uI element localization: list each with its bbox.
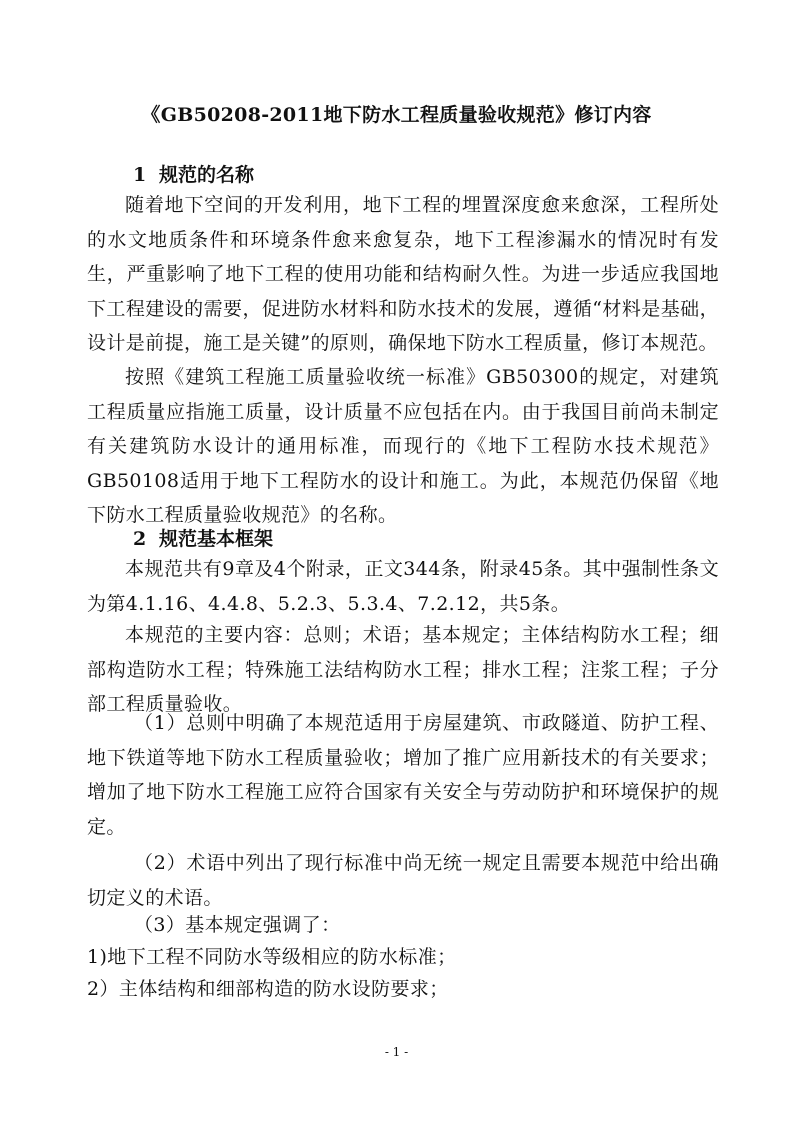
paragraph: （2）术语中列出了现行标准中尚无统一规定且需要本规范中给出确切定义的术语。 xyxy=(87,852,719,909)
document-title: 《GB50208-2011地下防水工程质量验收规范》修订内容 xyxy=(141,104,652,126)
paragraph: （1）总则中明确了本规范适用于房屋建筑、市政隧道、防护工程、地下铁道等地下防水工程质量验收；增加了推广应用新技术的有关要求；增加了地下防水工程施工应符合国家有关安全与劳动防护和环境保护的规定。 xyxy=(87,712,719,838)
section-heading-1 xyxy=(133,160,254,187)
paragraph: 本规范共有9章及4个附录，正文344条，附录45条。其中强制性条文为第4.1.16、4.4.8、5.2.3、5.3.4、7.2.12，共5条。 xyxy=(87,558,719,615)
paragraph: 随着地下空间的开发利用，地下工程的埋置深度愈来愈深，工程所处的水文地质条件和环境条件愈来愈复杂，地下工程渗漏水的情况时有发生，严重影响了地下工程的使用功能和结构耐久性。为进一步适应我国地下工程建设的需要，促进防水材料和防水技术的发展，遵循“材料是基础，设计是前提，施工是关键”的原则，确保地下防水工程质量，修订本规范。 xyxy=(87,194,719,354)
section-title: 规范基本框架 xyxy=(159,528,274,550)
paragraph: 2）主体结构和细部构造的防水设防要求； xyxy=(87,978,449,1000)
section-title: 规范的名称 xyxy=(159,164,255,186)
section-number: 2 xyxy=(133,528,147,550)
section-number: 1 xyxy=(133,164,147,186)
paragraph: 1)地下工程不同防水等级相应的防水标准； xyxy=(87,946,457,968)
page-number: - 1 - xyxy=(384,1045,409,1059)
paragraph: 按照《建筑工程施工质量验收统一标准》GB50300的规定，对建筑工程质量应指施工质量，设计质量不应包括在内。由于我国目前尚未制定有关建筑防水设计的通用标准，而现行的《地下工程防水技术规范》GB50108适用于地下工程防水的设计和施工。为此，本规范仍保留《地下防水工程质量验收规范》的名称。 xyxy=(87,366,719,526)
paragraph: （3）基本规定强调了： xyxy=(134,914,341,936)
paragraph: 本规范的主要内容：总则；术语；基本规定；主体结构防水工程；细部构造防水工程；特殊施工法结构防水工程；排水工程；注浆工程；子分部工程质量验收。 xyxy=(87,624,719,715)
section-heading-2 xyxy=(133,524,273,551)
